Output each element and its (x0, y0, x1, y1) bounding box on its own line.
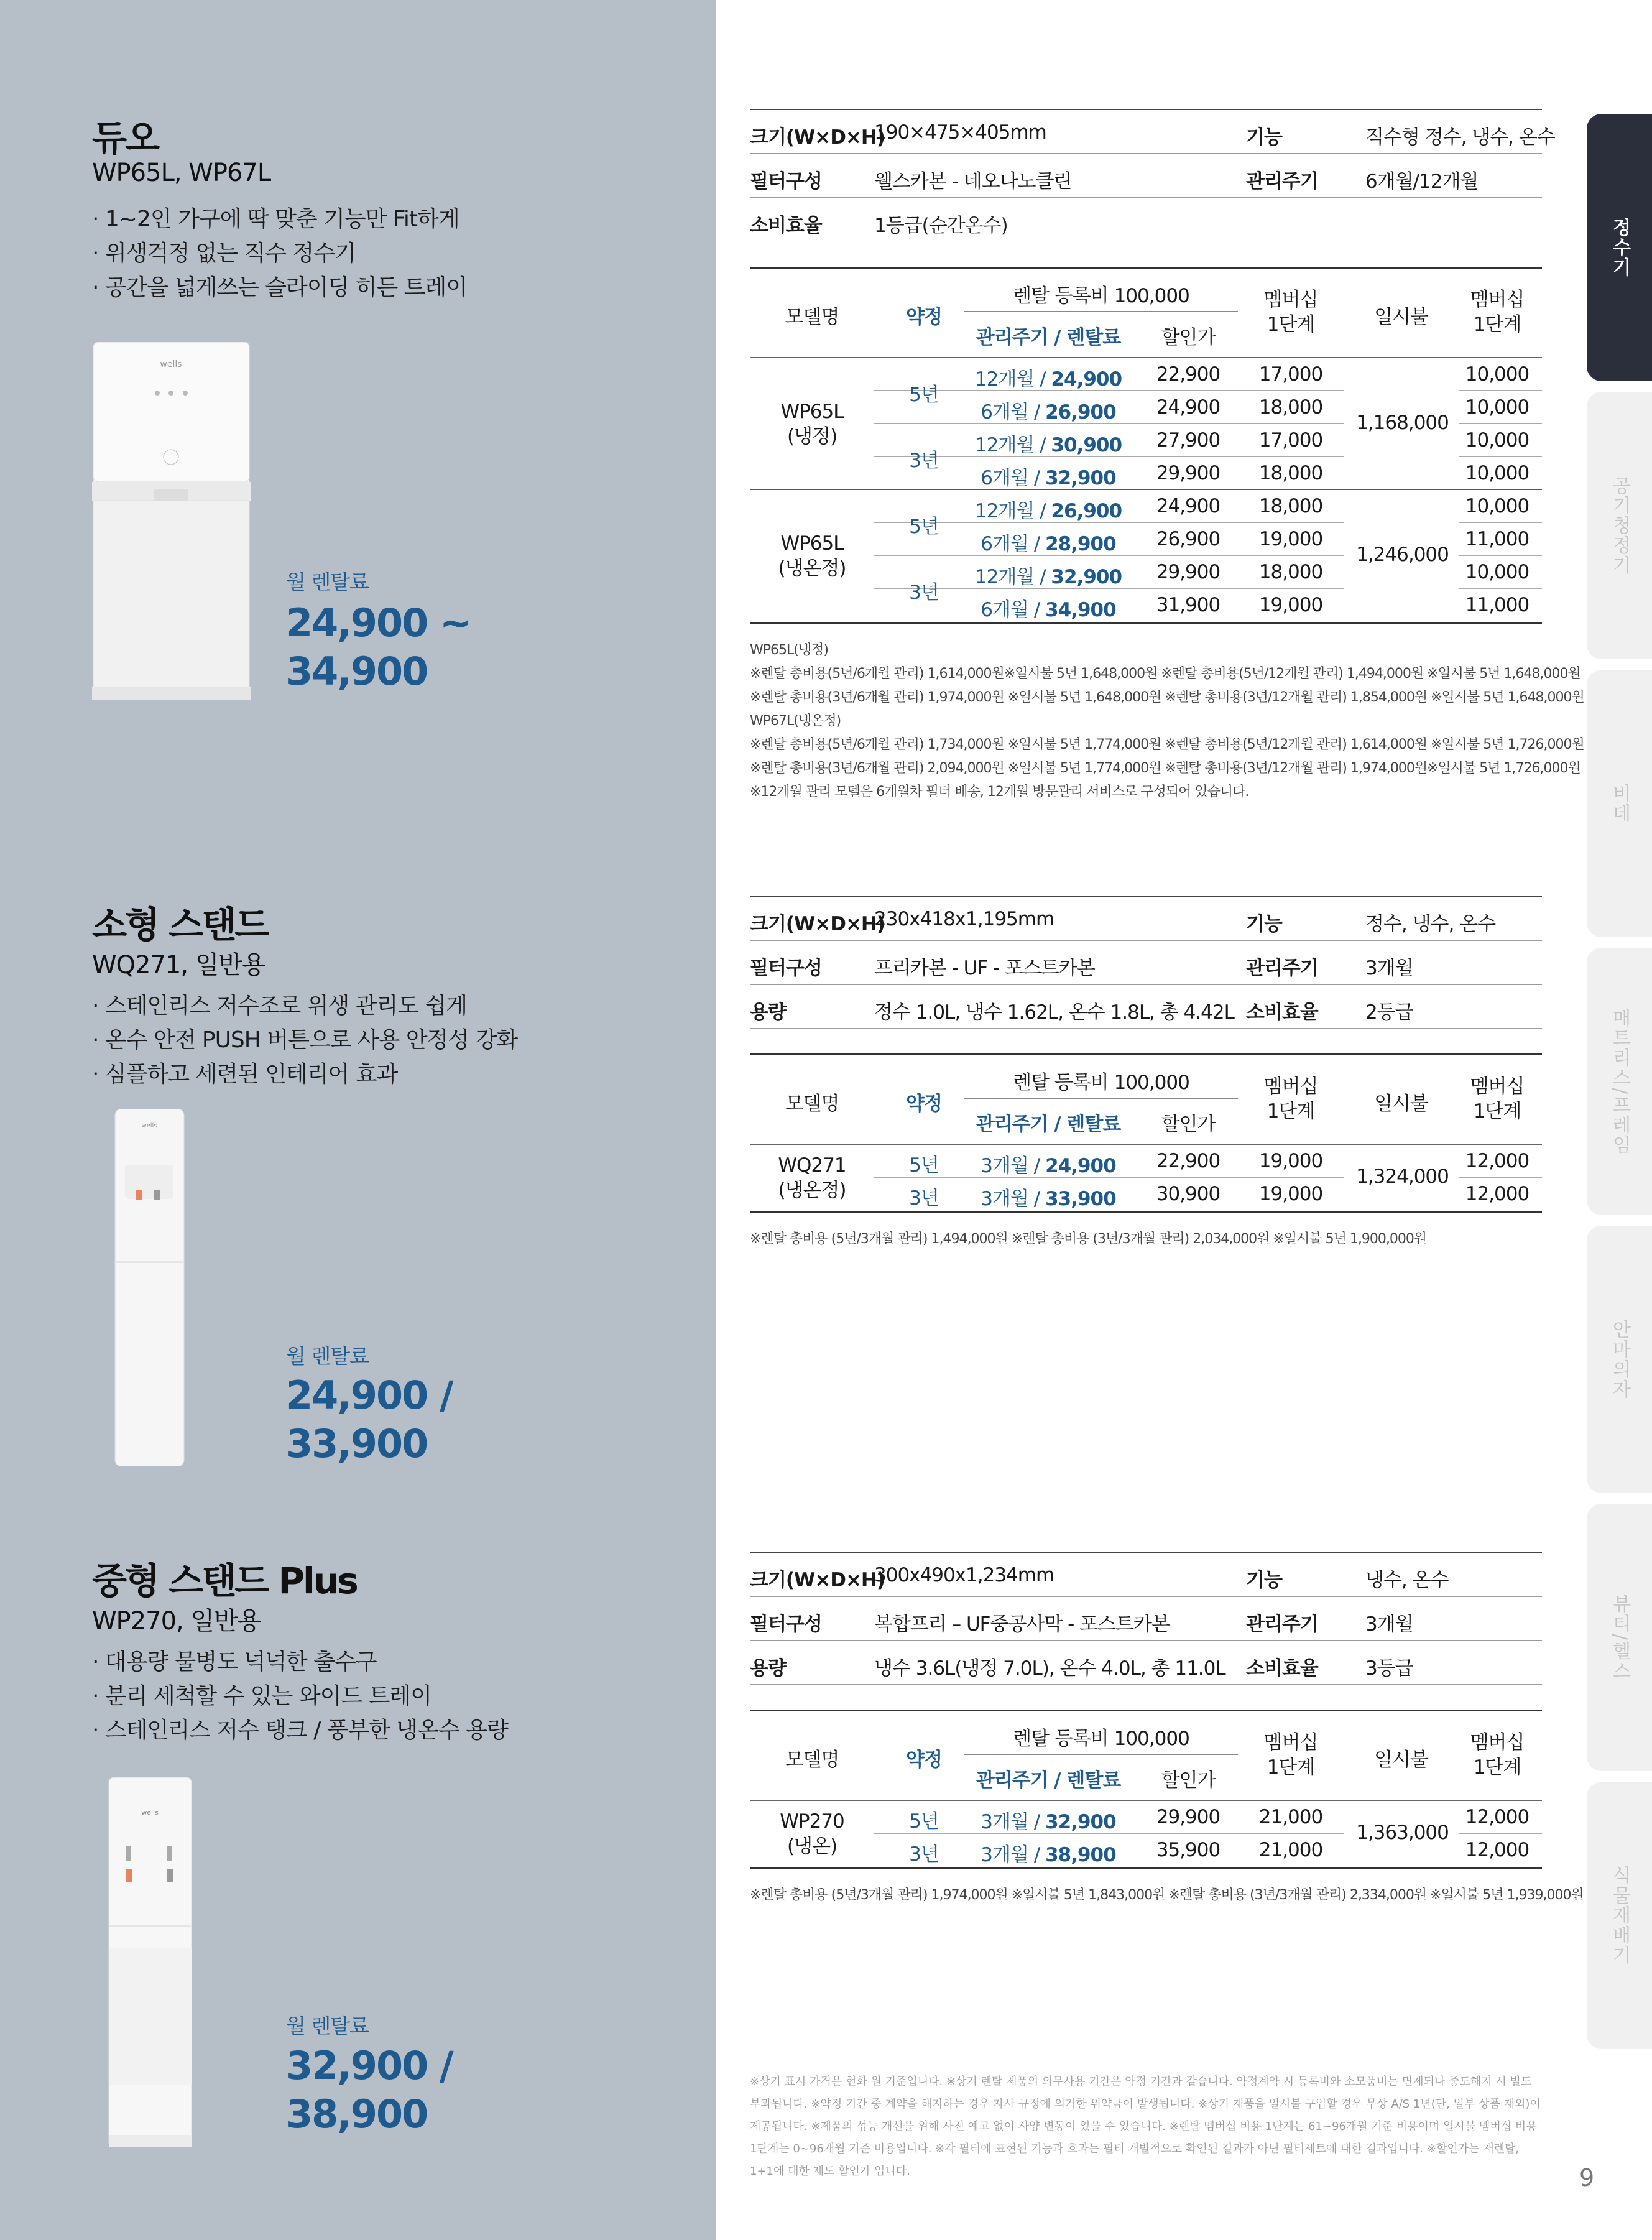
fine-print: ※렌탈 총비용 (5년/3개월 관리) 1,494,000원 ※렌탈 총비용 (3년/3개월 관리) 2,034,000원 ※일시불 5년 1,900,000원 (750, 1231, 1427, 1247)
header-discount: 할인가 (1161, 1113, 1216, 1136)
svg-text:wells: wells (141, 1122, 157, 1129)
rental-table-body (750, 1801, 1542, 1867)
spec-row (750, 1597, 1542, 1641)
membership-2-cell: 12,000 (1465, 1183, 1530, 1205)
spec-value: 프리카본 - UF - 포스트카본 (874, 957, 1095, 979)
feature-bullet: · 1~2인 가구에 딱 맞춘 기능만 Fit하게 (92, 206, 459, 232)
rental-table-body (750, 358, 1542, 622)
product-illustration (108, 1777, 193, 2147)
spec-key: 관리주기 (1246, 170, 1318, 193)
header-model: 모델명 (785, 1093, 839, 1115)
spec-value: 복합프리 – UF중공사막 - 포스트카본 (874, 1613, 1170, 1636)
contract-term: 5년 (909, 516, 939, 538)
spec-row (750, 985, 1542, 1029)
category-tab-label: 식물재배기 (1608, 1866, 1631, 1965)
membership-cell: 18,000 (1258, 462, 1323, 484)
spec-value: 냉수 3.6L(냉정 7.0L), 온수 4.0L, 총 11.0L (874, 1657, 1225, 1680)
svg-text:wells: wells (141, 1808, 159, 1817)
membership-cell: 18,000 (1258, 396, 1323, 419)
header-membership-2: 멤버십 1단계 (1470, 1075, 1525, 1122)
fine-print: ※12개월 관리 모델은 6개월차 필터 배송, 12개월 방문관리 서비스로 구성되어 있습니다. (750, 784, 1249, 800)
membership-cell: 19,000 (1258, 594, 1323, 616)
category-tab[interactable] (1587, 1504, 1652, 1771)
cycle-text: 3개월 / (981, 1188, 1046, 1210)
fine-print: WP67L(냉온정) (750, 713, 841, 729)
rental-table (750, 1053, 1542, 1213)
feature-bullet: · 심플하고 세련된 인테리어 효과 (92, 1062, 398, 1087)
discount-cell: 29,900 (1156, 1806, 1221, 1828)
header-fee: 렌탈 등록비 100,000 (1013, 1728, 1189, 1750)
spec-value: 190×475×405mm (874, 121, 1046, 144)
cycle-text: 6개월 / (981, 467, 1046, 489)
category-tab-label: 안마의자 (1608, 1320, 1631, 1399)
spec-row (750, 154, 1542, 198)
rental-table-header (750, 1711, 1542, 1801)
header-contract: 약정 (906, 1093, 942, 1115)
cycle-fee-cell (964, 528, 1132, 556)
svg-text:wells: wells (160, 359, 182, 369)
spec-key: 크기(W×D×H) (750, 913, 885, 935)
price-line-1: 24,900 ~ (286, 600, 471, 646)
spec-row (750, 941, 1542, 985)
category-tab-label: 매트리스/프레임 (1608, 1007, 1631, 1155)
product-illustration (92, 342, 251, 700)
rental-table-header (750, 269, 1542, 358)
membership-2-cell: 10,000 (1465, 363, 1530, 386)
discount-cell: 29,900 (1156, 561, 1221, 583)
membership-cell: 19,000 (1258, 1150, 1323, 1172)
cycle-text: 6개월 / (981, 599, 1046, 621)
header-cycle-fee: 관리주기 / 렌탈료 (976, 1769, 1121, 1792)
header-fee: 렌탈 등록비 100,000 (1013, 285, 1189, 307)
fee-value: 32,900 (1045, 467, 1116, 489)
header-divider (964, 311, 1238, 312)
price-line-1: 24,900 / (286, 1372, 453, 1418)
fee-value: 32,900 (1051, 566, 1122, 588)
fine-print: WP65L(냉정) (750, 642, 828, 658)
membership-cell: 19,000 (1258, 528, 1323, 550)
membership-2-cell: 12,000 (1465, 1150, 1530, 1172)
product-image (108, 1777, 193, 2147)
spec-key: 소비효율 (750, 215, 822, 237)
price-value (286, 2042, 452, 2139)
membership-2-cell: 12,000 (1465, 1839, 1530, 1861)
fee-value: 24,900 (1045, 1155, 1116, 1177)
model-name: WP270 (냉온) (780, 1810, 844, 1858)
spec-value: 3개월 (1365, 1613, 1413, 1636)
model-name: WP65L (냉정) (780, 400, 844, 448)
spec-key: 필터구성 (750, 957, 822, 979)
cycle-text: 3개월 / (981, 1155, 1046, 1177)
category-tab[interactable] (1587, 114, 1652, 381)
contract-term: 3년 (909, 450, 939, 472)
price-value (286, 599, 471, 696)
membership-cell: 21,000 (1258, 1806, 1323, 1828)
lump-sum-value: 1,363,000 (1356, 1821, 1449, 1844)
header-membership-2: 멤버십 1단계 (1470, 289, 1525, 336)
membership-cell: 19,000 (1258, 1183, 1323, 1205)
contract-term: 5년 (909, 1810, 939, 1833)
page-number: 9 (1579, 2164, 1595, 2191)
header-divider (964, 1098, 1238, 1099)
membership-2-cell: 11,000 (1465, 528, 1530, 550)
feature-bullet: · 대용량 물병도 넉넉한 출수구 (92, 1649, 377, 1675)
contract-term: 5년 (909, 384, 939, 406)
category-tab[interactable] (1587, 1782, 1652, 2049)
discount-cell: 27,900 (1156, 429, 1221, 451)
category-tab[interactable] (1587, 392, 1652, 659)
membership-cell: 17,000 (1258, 429, 1323, 451)
membership-cell: 18,000 (1258, 561, 1323, 583)
feature-bullet: · 위생걱정 없는 직수 정수기 (92, 241, 356, 266)
spec-value: 웰스카본 - 네오나노클린 (874, 170, 1072, 193)
price-line-2: 33,900 (286, 1421, 428, 1466)
spec-value: 정수, 냉수, 온수 (1365, 913, 1496, 935)
membership-cell: 18,000 (1258, 495, 1323, 517)
product-title: 중형 스탠드 Plus (92, 1560, 357, 1602)
spec-value: 1등급(순간온수) (874, 215, 1008, 237)
rental-table-body (750, 1145, 1542, 1211)
spec-value: 3등급 (1365, 1657, 1413, 1680)
fee-value: 26,900 (1051, 500, 1122, 522)
price-label: 월 렌탈료 (286, 1344, 369, 1368)
spec-value: 냉수, 온수 (1365, 1569, 1449, 1591)
discount-cell: 29,900 (1156, 462, 1221, 484)
spec-value: 2등급 (1365, 1001, 1413, 1024)
spec-key: 관리주기 (1246, 957, 1318, 979)
product-illustration (114, 1109, 185, 1466)
cycle-text: 12개월 / (974, 500, 1051, 522)
cycle-text: 6개월 / (981, 533, 1046, 555)
header-membership: 멤버십 1단계 (1263, 1075, 1318, 1122)
spec-value: 직수형 정수, 냉수, 온수 (1365, 126, 1555, 149)
header-cycle-fee: 관리주기 / 렌탈료 (976, 326, 1121, 349)
cycle-fee-cell (964, 462, 1132, 490)
header-discount: 할인가 (1161, 326, 1216, 349)
spec-row (750, 1553, 1542, 1597)
price-label: 월 렌탈료 (286, 570, 369, 594)
price-line-2: 34,900 (286, 649, 428, 694)
spec-key: 용량 (750, 1001, 786, 1024)
product-image (114, 1109, 185, 1466)
spec-row (750, 897, 1542, 941)
product-subtitle: WQ271, 일반용 (92, 951, 265, 979)
feature-bullet: · 스테인리스 저수 탱크 / 풍부한 냉온수 용량 (92, 1718, 508, 1743)
spec-key: 필터구성 (750, 170, 822, 193)
membership-2-cell: 10,000 (1465, 396, 1530, 419)
fee-value: 24,900 (1051, 368, 1122, 391)
cycle-fee-cell (964, 1839, 1132, 1867)
fee-value: 30,900 (1051, 434, 1122, 456)
cycle-text: 6개월 / (981, 401, 1046, 423)
cycle-fee-cell (964, 495, 1132, 523)
category-tab-label: 비데 (1608, 784, 1631, 823)
cycle-fee-cell (964, 594, 1132, 622)
fine-print: ※렌탈 총비용(5년/6개월 관리) 1,614,000원※일시불 5년 1,648,000원 ※렌탈 총비용(5년/12개월 관리) 1,494,000원 ※일시불 5년 1,648,000원 (750, 666, 1580, 682)
spec-key: 소비효율 (1246, 1001, 1318, 1024)
membership-cell: 17,000 (1258, 363, 1323, 386)
cycle-fee-cell (964, 1183, 1132, 1211)
header-membership-2: 멤버십 1단계 (1470, 1731, 1525, 1779)
category-tab[interactable] (1587, 948, 1652, 1215)
discount-cell: 31,900 (1156, 594, 1221, 616)
spec-key: 크기(W×D×H) (750, 126, 885, 149)
membership-2-cell: 11,000 (1465, 594, 1530, 616)
spec-value: 230x418x1,195mm (874, 908, 1054, 930)
fine-print: ※렌탈 총비용(3년/6개월 관리) 2,094,000원 ※일시불 5년 1,774,000원 ※렌탈 총비용(3년/12개월 관리) 1,974,000원※일시불 5년 1,726,000원 (750, 761, 1580, 776)
cycle-text: 12개월 / (974, 566, 1051, 588)
fee-value: 28,900 (1045, 533, 1116, 555)
spec-value: 3개월 (1365, 957, 1413, 979)
membership-2-cell: 12,000 (1465, 1806, 1530, 1828)
model-name: WP65L (냉온정) (778, 532, 846, 580)
header-lump: 일시불 (1374, 306, 1428, 328)
membership-cell: 21,000 (1258, 1839, 1323, 1861)
header-lump: 일시불 (1374, 1093, 1428, 1115)
contract-term: 5년 (909, 1154, 939, 1177)
price-line-1: 32,900 / (286, 2043, 453, 2088)
feature-bullet: · 공간을 넓게쓰는 슬라이딩 히든 트레이 (92, 275, 468, 300)
spec-key: 기능 (1246, 126, 1282, 149)
contract-term: 3년 (909, 581, 939, 604)
cycle-fee-cell (964, 396, 1132, 424)
model-name: WQ271 (냉온정) (778, 1154, 846, 1201)
lump-sum-value: 1,324,000 (1356, 1165, 1449, 1188)
discount-cell: 24,900 (1156, 396, 1221, 419)
cycle-text: 3개월 / (981, 1811, 1046, 1833)
header-fee: 렌탈 등록비 100,000 (1013, 1071, 1189, 1094)
spec-value: 6개월/12개월 (1365, 170, 1479, 193)
feature-bullet: · 스테인리스 저수조로 위생 관리도 쉽게 (92, 993, 468, 1019)
spec-key: 관리주기 (1246, 1613, 1318, 1636)
cycle-fee-cell (964, 1806, 1132, 1834)
rental-table (750, 267, 1542, 624)
spec-row (750, 198, 1542, 243)
header-model: 모델명 (785, 1749, 839, 1771)
spec-row (750, 110, 1555, 154)
cycle-fee-cell (964, 363, 1132, 391)
price-label: 월 렌탈료 (286, 2014, 369, 2038)
spec-value: 300x490x1,234mm (874, 1564, 1054, 1586)
spec-key: 기능 (1246, 1569, 1282, 1591)
feature-bullet: · 온수 안전 PUSH 버튼으로 사용 안정성 강화 (92, 1027, 518, 1053)
cycle-fee-cell (964, 561, 1132, 589)
spec-table (750, 896, 1542, 1029)
category-tab-label: 정수기 (1608, 218, 1631, 277)
header-model: 모델명 (785, 306, 839, 328)
footnote: ※상기 표시 가격은 현화 원 기준입니다. ※상기 렌탈 제품의 의무사용 기간은 약정 기간과 같습니다. 약정계약 시 등록비와 소모품비는 면제되나 중도해지 시 별도 부과됩니다. ※약정 기간 중 계약을 해지하는 경우 자사 규정에 의거한 위약금이 발생됩니다. ※상기 제품을 일시불 구입할 경우 무상 A/S 1년(단, 일부 상품 제외)이 제공됩니다. ※제품의 성능 개선을 위해 사전 예고 없이 사양 변동이 있을 수 있습니다. ※렌탈 멤버십 비용 1단계는 61~96개월 기준 비용이며 일시불 멤버십 비용 1단계는 0~96개월 기준 비용입니다. ※각 필터에 표현된 기능과 효과는 필터 개별적으로 확인된 결과가 아닌 필터세트에 대한 결과입니다. ※할인가는 재렌탈, 1+1에 대한 제도 할인가 입니다. (750, 2075, 1541, 2178)
category-tab-label: 공기청정기 (1608, 476, 1631, 575)
cycle-fee-cell (964, 429, 1132, 457)
spec-key: 기능 (1246, 913, 1282, 935)
spec-table (750, 1552, 1542, 1685)
feature-bullet: · 분리 세척할 수 있는 와이드 트레이 (92, 1683, 431, 1709)
membership-2-cell: 10,000 (1465, 429, 1530, 451)
price-value (286, 1371, 452, 1468)
fine-print: ※렌탈 총비용(3년/6개월 관리) 1,974,000원 ※일시불 5년 1,648,000원 ※렌탈 총비용(3년/12개월 관리) 1,854,000원 ※일시불 5년 1,648,000원 (750, 690, 1584, 705)
discount-cell: 22,900 (1156, 1150, 1221, 1172)
discount-cell: 35,900 (1156, 1839, 1221, 1861)
fine-print: ※렌탈 총비용 (5년/3개월 관리) 1,974,000원 ※일시불 5년 1,843,000원 ※렌탈 총비용 (3년/3개월 관리) 2,334,000원 ※일시불 5년 1,939,000원 (750, 1887, 1584, 1903)
category-tab[interactable] (1587, 670, 1652, 937)
category-tab-label: 뷰티/헬스 (1608, 1593, 1631, 1682)
category-tab[interactable] (1587, 1226, 1652, 1493)
spec-key: 크기(W×D×H) (750, 1569, 885, 1591)
lump-sum-value: 1,168,000 (1356, 412, 1449, 434)
contract-term: 3년 (909, 1843, 939, 1866)
header-contract: 약정 (906, 306, 942, 328)
cycle-fee-cell (964, 1150, 1132, 1178)
spec-table (750, 109, 1555, 243)
header-divider (964, 1754, 1238, 1755)
price-line-2: 38,900 (286, 2091, 428, 2137)
contract-term: 3년 (909, 1187, 939, 1210)
discount-cell: 24,900 (1156, 495, 1221, 517)
product-subtitle: WP270, 일반용 (92, 1607, 261, 1636)
header-contract: 약정 (906, 1749, 942, 1771)
membership-2-cell: 10,000 (1465, 495, 1530, 517)
discount-cell: 30,900 (1156, 1183, 1221, 1205)
header-lump: 일시불 (1374, 1749, 1428, 1771)
membership-2-cell: 10,000 (1465, 561, 1530, 583)
cycle-text: 3개월 / (981, 1844, 1046, 1866)
rental-table-header (750, 1055, 1542, 1145)
cycle-text: 12개월 / (974, 434, 1051, 456)
spec-key: 용량 (750, 1657, 786, 1680)
product-image (92, 342, 251, 700)
membership-2-cell: 10,000 (1465, 462, 1530, 484)
fee-value: 38,900 (1045, 1844, 1116, 1866)
product-subtitle: WP65L, WP67L (92, 159, 271, 187)
discount-cell: 26,900 (1156, 528, 1221, 550)
spec-key: 소비효율 (1246, 1657, 1318, 1680)
spec-value: 정수 1.0L, 냉수 1.62L, 온수 1.8L, 총 4.42L (874, 1001, 1234, 1024)
spec-key: 필터구성 (750, 1613, 822, 1636)
rental-table (750, 1710, 1542, 1869)
fee-value: 33,900 (1045, 1188, 1116, 1210)
lump-sum-value: 1,246,000 (1356, 544, 1449, 566)
spec-row (750, 1641, 1542, 1685)
fee-value: 34,900 (1045, 599, 1116, 621)
header-membership: 멤버십 1단계 (1263, 289, 1318, 336)
discount-cell: 22,900 (1156, 363, 1221, 386)
product-title: 소형 스탠드 (92, 904, 268, 946)
header-cycle-fee: 관리주기 / 렌탈료 (976, 1113, 1121, 1136)
fine-print: ※렌탈 총비용(5년/6개월 관리) 1,734,000원 ※일시불 5년 1,774,000원 ※렌탈 총비용(5년/12개월 관리) 1,614,000원 ※일시불 5년 1,726,000원 (750, 737, 1584, 752)
fee-value: 32,900 (1045, 1811, 1116, 1833)
header-membership: 멤버십 1단계 (1263, 1731, 1318, 1779)
fee-value: 26,900 (1045, 401, 1116, 423)
cycle-text: 12개월 / (974, 368, 1051, 391)
header-discount: 할인가 (1161, 1769, 1216, 1792)
product-title: 듀오 (92, 117, 159, 159)
